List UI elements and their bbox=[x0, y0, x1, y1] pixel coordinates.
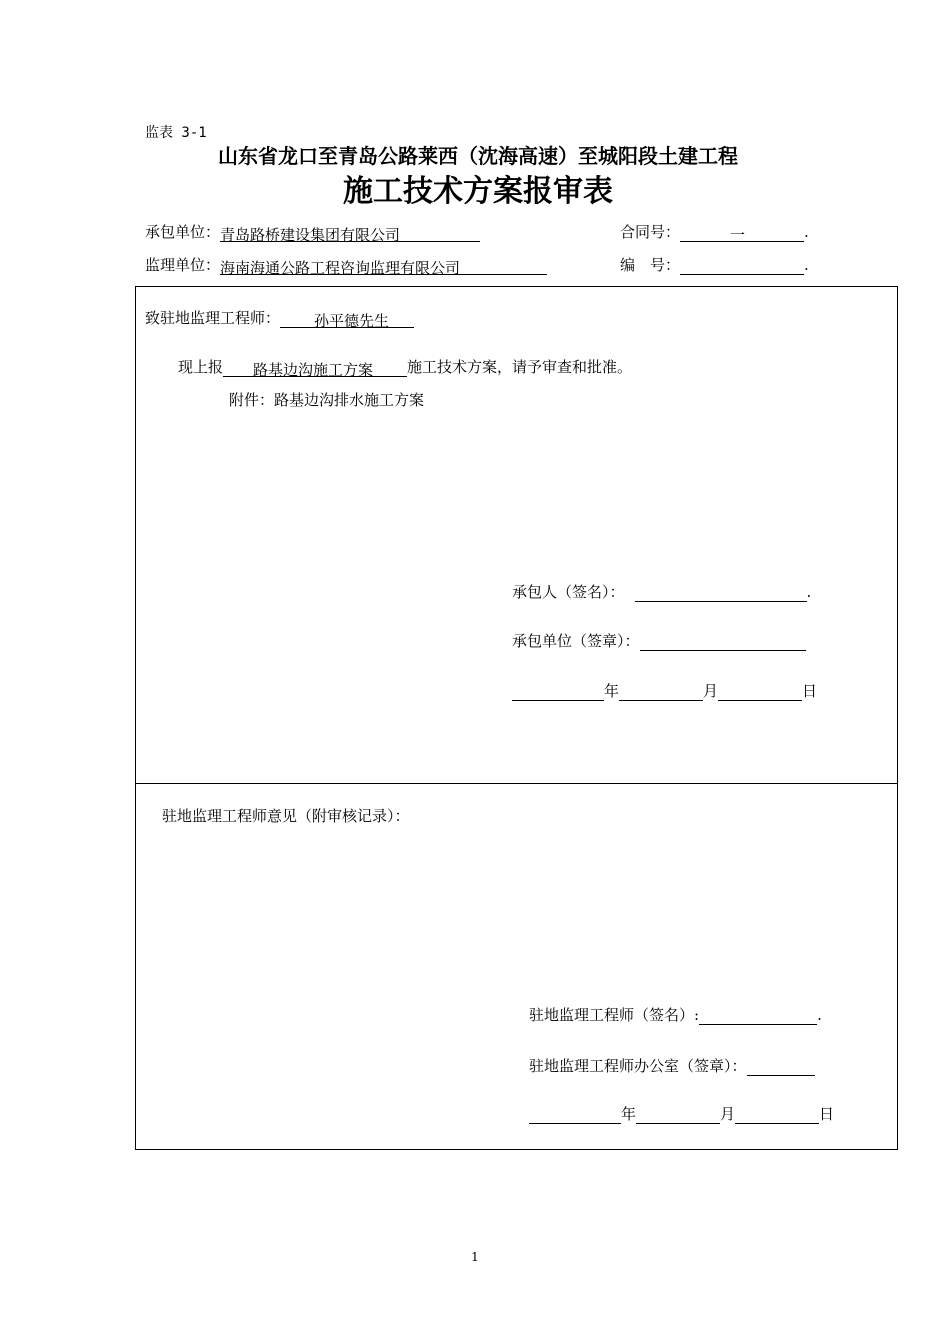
section1-month-label: 月 bbox=[703, 682, 719, 700]
contract-number-label: 合同号： bbox=[620, 223, 681, 241]
addressee-value-line bbox=[280, 310, 414, 328]
report-value: 路基边沟施工方案 bbox=[253, 361, 374, 379]
document-subtitle bbox=[0, 166, 950, 210]
serial-number-field: 编 号： . bbox=[620, 256, 809, 274]
title-line-1: 山东省龙口至青岛公路莱西（沈海高速）至城阳段土建工程 bbox=[218, 144, 738, 168]
contractor-value-line bbox=[220, 224, 480, 242]
contract-number-field: 合同号： 一 . bbox=[620, 223, 809, 244]
addressee-value: 孙平德先生 bbox=[314, 312, 390, 330]
contractor-signature-label: 承包人（签名）： bbox=[512, 583, 625, 601]
review-section bbox=[135, 784, 898, 1150]
supervisor-value-line bbox=[220, 257, 547, 275]
contractor-signature-blank[interactable] bbox=[635, 584, 807, 602]
document-title bbox=[0, 140, 950, 169]
office-signature-label: 驻地监理工程师办公室（签章）： bbox=[529, 1057, 747, 1075]
supervisor-field bbox=[145, 254, 547, 275]
report-value-line bbox=[223, 359, 407, 377]
section2-month-blank[interactable] bbox=[636, 1106, 720, 1124]
contractor-field bbox=[145, 221, 480, 242]
section1-date-line bbox=[512, 680, 817, 701]
office-signature-blank[interactable] bbox=[747, 1058, 815, 1076]
engineer-signature-blank[interactable] bbox=[699, 1007, 817, 1025]
serial-number-line bbox=[680, 257, 804, 275]
attachment-line: 附件：路基边沟排水施工方案 bbox=[229, 391, 425, 409]
report-line bbox=[178, 356, 632, 377]
contract-number-value: 一 bbox=[730, 226, 746, 244]
section1-day-label: 日 bbox=[802, 682, 818, 700]
report-suffix: 施工技术方案，请予审查和批准。 bbox=[407, 358, 633, 376]
contractor-label: 承包单位： bbox=[145, 223, 221, 241]
section1-year-label: 年 bbox=[604, 682, 620, 700]
section1-day-blank[interactable] bbox=[718, 683, 802, 701]
contractor-unit-signature-blank[interactable] bbox=[640, 633, 806, 651]
section2-date-line bbox=[529, 1103, 834, 1124]
section1-month-blank[interactable] bbox=[619, 683, 703, 701]
engineer-opinion-label: 驻地监理工程师意见（附审核记录）： bbox=[162, 807, 410, 825]
page-number: 1 bbox=[471, 1250, 479, 1264]
supervisor-value: 海南海通公路工程咨询监理有限公司 bbox=[220, 259, 461, 277]
section2-year-label: 年 bbox=[621, 1105, 637, 1123]
report-prefix: 现上报 bbox=[178, 358, 224, 376]
section2-day-label: 日 bbox=[819, 1105, 835, 1123]
section1-year-blank[interactable] bbox=[512, 683, 604, 701]
section2-day-blank[interactable] bbox=[735, 1106, 819, 1124]
contractor-unit-signature-label: 承包单位（签章）： bbox=[512, 632, 640, 650]
form-number: 监表 3-1 bbox=[145, 125, 207, 141]
contractor-unit-signature-line bbox=[512, 630, 806, 651]
section2-year-blank[interactable] bbox=[529, 1106, 621, 1124]
serial-number-label: 编 号： bbox=[620, 256, 681, 274]
contractor-value: 青岛路桥建设集团有限公司 bbox=[220, 226, 401, 244]
office-signature-line bbox=[529, 1055, 815, 1076]
engineer-signature-label: 驻地监理工程师（签名）: bbox=[529, 1006, 700, 1024]
contractor-signature-line: 承包人（签名）： . bbox=[512, 583, 812, 601]
contract-number-line bbox=[680, 224, 804, 242]
section2-month-label: 月 bbox=[720, 1105, 736, 1123]
addressee-label: 致驻地监理工程师： bbox=[145, 309, 281, 327]
addressee-line bbox=[145, 307, 414, 328]
supervisor-label: 监理单位： bbox=[145, 256, 221, 274]
title-line-2: 施工技术方案报审表 bbox=[343, 174, 613, 209]
engineer-signature-line: 驻地监理工程师（签名）: . bbox=[529, 1006, 822, 1024]
